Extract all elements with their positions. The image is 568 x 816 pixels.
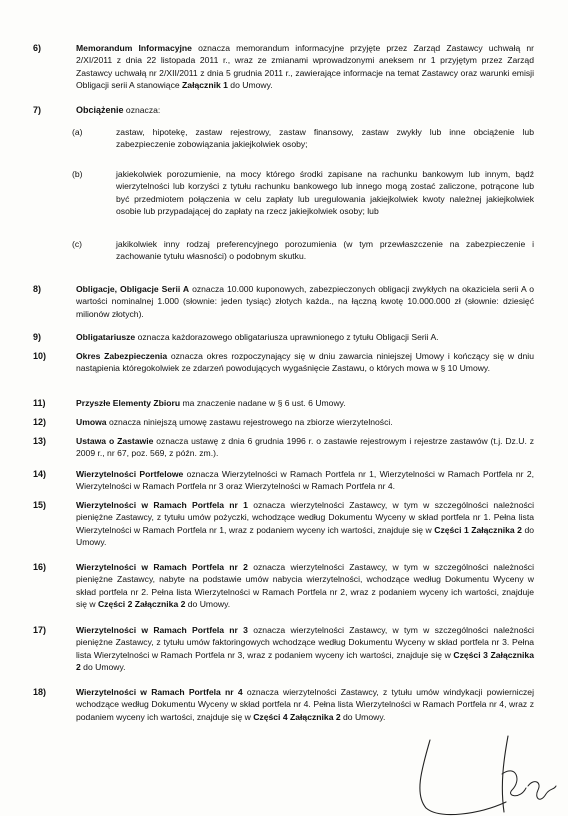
item-number: 11) — [33, 398, 46, 408]
sub-item-label: (b) — [72, 169, 83, 179]
item-text: Umowa oznacza niniejszą umowę zastawu rejestrowego na zbiorze wierzytelności. — [76, 417, 393, 427]
item-number: 6) — [33, 43, 42, 53]
item-reference: Części 4 Załącznika 2 — [253, 711, 341, 722]
sub-item-text: jakiekolwiek porozumienie, na mocy którego środki zapisane na rachunku bankowym lub innym, bądź wierzytelności lub korzyści z tytułu rachunku bankowego lub innego mogą zostać zaliczone, potrącone lub być przedmiotem połączenia w celu zapłaty lub uregulowania jakiejkolwiek kwoty należnej jakiejkolwiek osobie lub przypadającej do zapłaty na rzecz jakiejkolwiek osoby; lub — [116, 169, 534, 217]
item-term: Wierzytelności w Ramach Portfela nr 1 — [76, 500, 248, 510]
handwritten-signature — [400, 728, 560, 816]
item-term: Umowa — [76, 417, 107, 427]
item-text: Wierzytelności w Ramach Portfela nr 1 oznacza wierzytelności Zastawcy, w tym w szczególności należności pieniężne Zastawcy, z tytułu umów pożyczki, wchodzące według Dokumentu Wyceny w skład portfela nr 1. Pełna lista Wierzytelności w Ramach Portfela nr 1, wraz z podaniem wyceny ich wartości, znajduje się w Części 1 Załącznika 2 do Umowy. — [76, 500, 534, 548]
item-number: 9) — [33, 332, 42, 342]
item-text: Memorandum Informacyjne oznacza memorandum informacyjne przyjęte przez Zarząd Zastawcy uchwałą nr 2/XI/2011 z dnia 22 listopada 2011 r., wraz ze zmianami wprowadzonymi aneksem nr 1 przyjętym przez Zarząd Zastawcy uchwałą nr 2/XII/2011 z dnia 5 grudnia 2011 r., zawierające informacje na temat Zastawcy oraz warunki emisji Obligacji serii A stanowiące Załącznik 1 do Umowy. — [76, 43, 535, 91]
sub-item-label: (c) — [72, 239, 83, 249]
item-term: Wierzytelności w Ramach Portfela nr 2 — [76, 562, 248, 572]
item-term: Przyszłe Elementy Zbioru — [76, 398, 181, 408]
item-text: Wierzytelności w Ramach Portfela nr 4 oznacza wierzytelności Zastawcy, z tytułu umów windykacji powierniczej wchodzące według Dokumentu Wyceny w skład portfela nr 4. Pełna lista Wierzytelności w Ramach Portfela nr 4, wraz z podaniem wyceny ich wartości, znajduje się w Części 4 Załącznika 2 do Umowy. — [76, 687, 534, 722]
item-text: Obligatariusze oznacza każdorazowego obligatariusza uprawnionego z tytułu Obligacji Serii A. — [76, 332, 439, 342]
item-term: Wierzytelności w Ramach Portfela nr 4 — [76, 687, 243, 697]
item-text: Wierzytelności w Ramach Portfela nr 3 oznacza wierzytelności Zastawcy, w tym w szczególności należności pieniężne Zastawcy, z tytułu umów faktoringowych wchodzące według Dokumentu Wyceny w skład portfela nr 3. Pełna lista Wierzytelności w Ramach Portfela nr 3, wraz z podaniem wyceny ich wartości, znajduje się w Części 3 Załącznika 2 do Umowy. — [76, 625, 534, 673]
item-number: 17) — [33, 625, 47, 635]
item-term: Obligacje, Obligacje Serii A — [76, 284, 190, 294]
item-number: 13) — [33, 436, 47, 446]
item-text: Obligacje, Obligacje Serii A oznacza 10.000 kuponowych, zabezpieczonych obligacji zwykłych na okaziciela serii A o wartości nominalnej 1.000 (słownie: jeden tysiąc) złotych każda., na łączną kwotę 10.000.000 zł (słownie: dziesięć milionów złotych). — [76, 284, 534, 319]
item-text: Wierzytelności Portfelowe oznacza Wierzytelności w Ramach Portfela nr 1, Wierzytelności w Ramach Portfela nr 2, Wierzytelności w Ramach Portfela nr 3 oraz Wierzytelności w Ramach Portfela nr 4. — [76, 469, 534, 492]
item-reference: Załącznik 1 — [182, 80, 228, 91]
sub-item-text: zastaw, hipotekę, zastaw rejestrowy, zastaw finansowy, zastaw zwykły lub inne obciążenie lub zabezpieczenie zobowiązania jakiejkolwiek osoby; — [116, 127, 534, 150]
item-reference: Części 2 Załącznika 2 — [97, 599, 186, 610]
item-number: 8) — [33, 284, 42, 294]
sub-item-text: jakikolwiek inny rodzaj preferencyjnego porozumienia (w tym przewłaszczenie na zabezpieczenie i zachowanie tytułu własności) o podobnym skutku. — [116, 239, 534, 262]
item-text: Ustawa o Zastawie oznacza ustawę z dnia 6 grudnia 1996 r. o zastawie rejestrowym i rejestrze zastawów (t.j. Dz.U. z 2009 r., nr 67, poz. 569, z późn. zm.). — [76, 436, 534, 459]
item-number: 14) — [33, 469, 47, 479]
sub-item-label: (a) — [72, 127, 83, 137]
item-number: 18) — [33, 687, 47, 697]
item-text: Przyszłe Elementy Zbioru ma znaczenie nadane w § 6 ust. 6 Umowy. — [76, 398, 346, 408]
item-number: 15) — [33, 500, 47, 510]
item-reference: Części 1 Załącznika 2 — [434, 524, 522, 535]
item-term: Okres Zabezpieczenia — [76, 351, 168, 361]
item-term: Wierzytelności w Ramach Portfela nr 3 — [76, 625, 248, 635]
item-term: Memorandum Informacyjne — [76, 43, 192, 53]
item-text: Okres Zabezpieczenia oznacza okres rozpoczynający się w dniu zawarcia niniejszej Umowy i kończący się w dniu nastąpienia któregokolwiek ze zdarzeń powodujących wygaśnięcie Zastawu, o których mowa w § 10 Umowy. — [76, 351, 534, 374]
item-number: 12) — [33, 417, 47, 427]
item-number: 16) — [33, 562, 47, 572]
item-term: Obciążenie — [76, 105, 124, 115]
item-term: Wierzytelności Portfelowe — [76, 469, 184, 479]
item-term: Ustawa o Zastawie — [76, 436, 154, 446]
item-term: Obligatariusze — [76, 332, 136, 342]
item-reference: Części 3 Załącznika 2 — [76, 649, 534, 673]
item-number: 7) — [33, 105, 42, 115]
item-text: Obciążenie oznacza: — [76, 105, 161, 115]
item-text: Wierzytelności w Ramach Portfela nr 2 oznacza wierzytelności Zastawcy, w tym w szczególności należności pieniężne Zastawcy, nabyte na podstawie umów nabycia wierzytelności, wchodzące według Dokumentu Wyceny w skład portfela nr 2. Pełna lista Wierzytelności w Ramach Portfela nr 2, wraz z podaniem wyceny ich wartości, znajduje się w Części 2 Załącznika 2 do Umowy. — [76, 562, 534, 610]
item-number: 10) — [33, 351, 47, 361]
